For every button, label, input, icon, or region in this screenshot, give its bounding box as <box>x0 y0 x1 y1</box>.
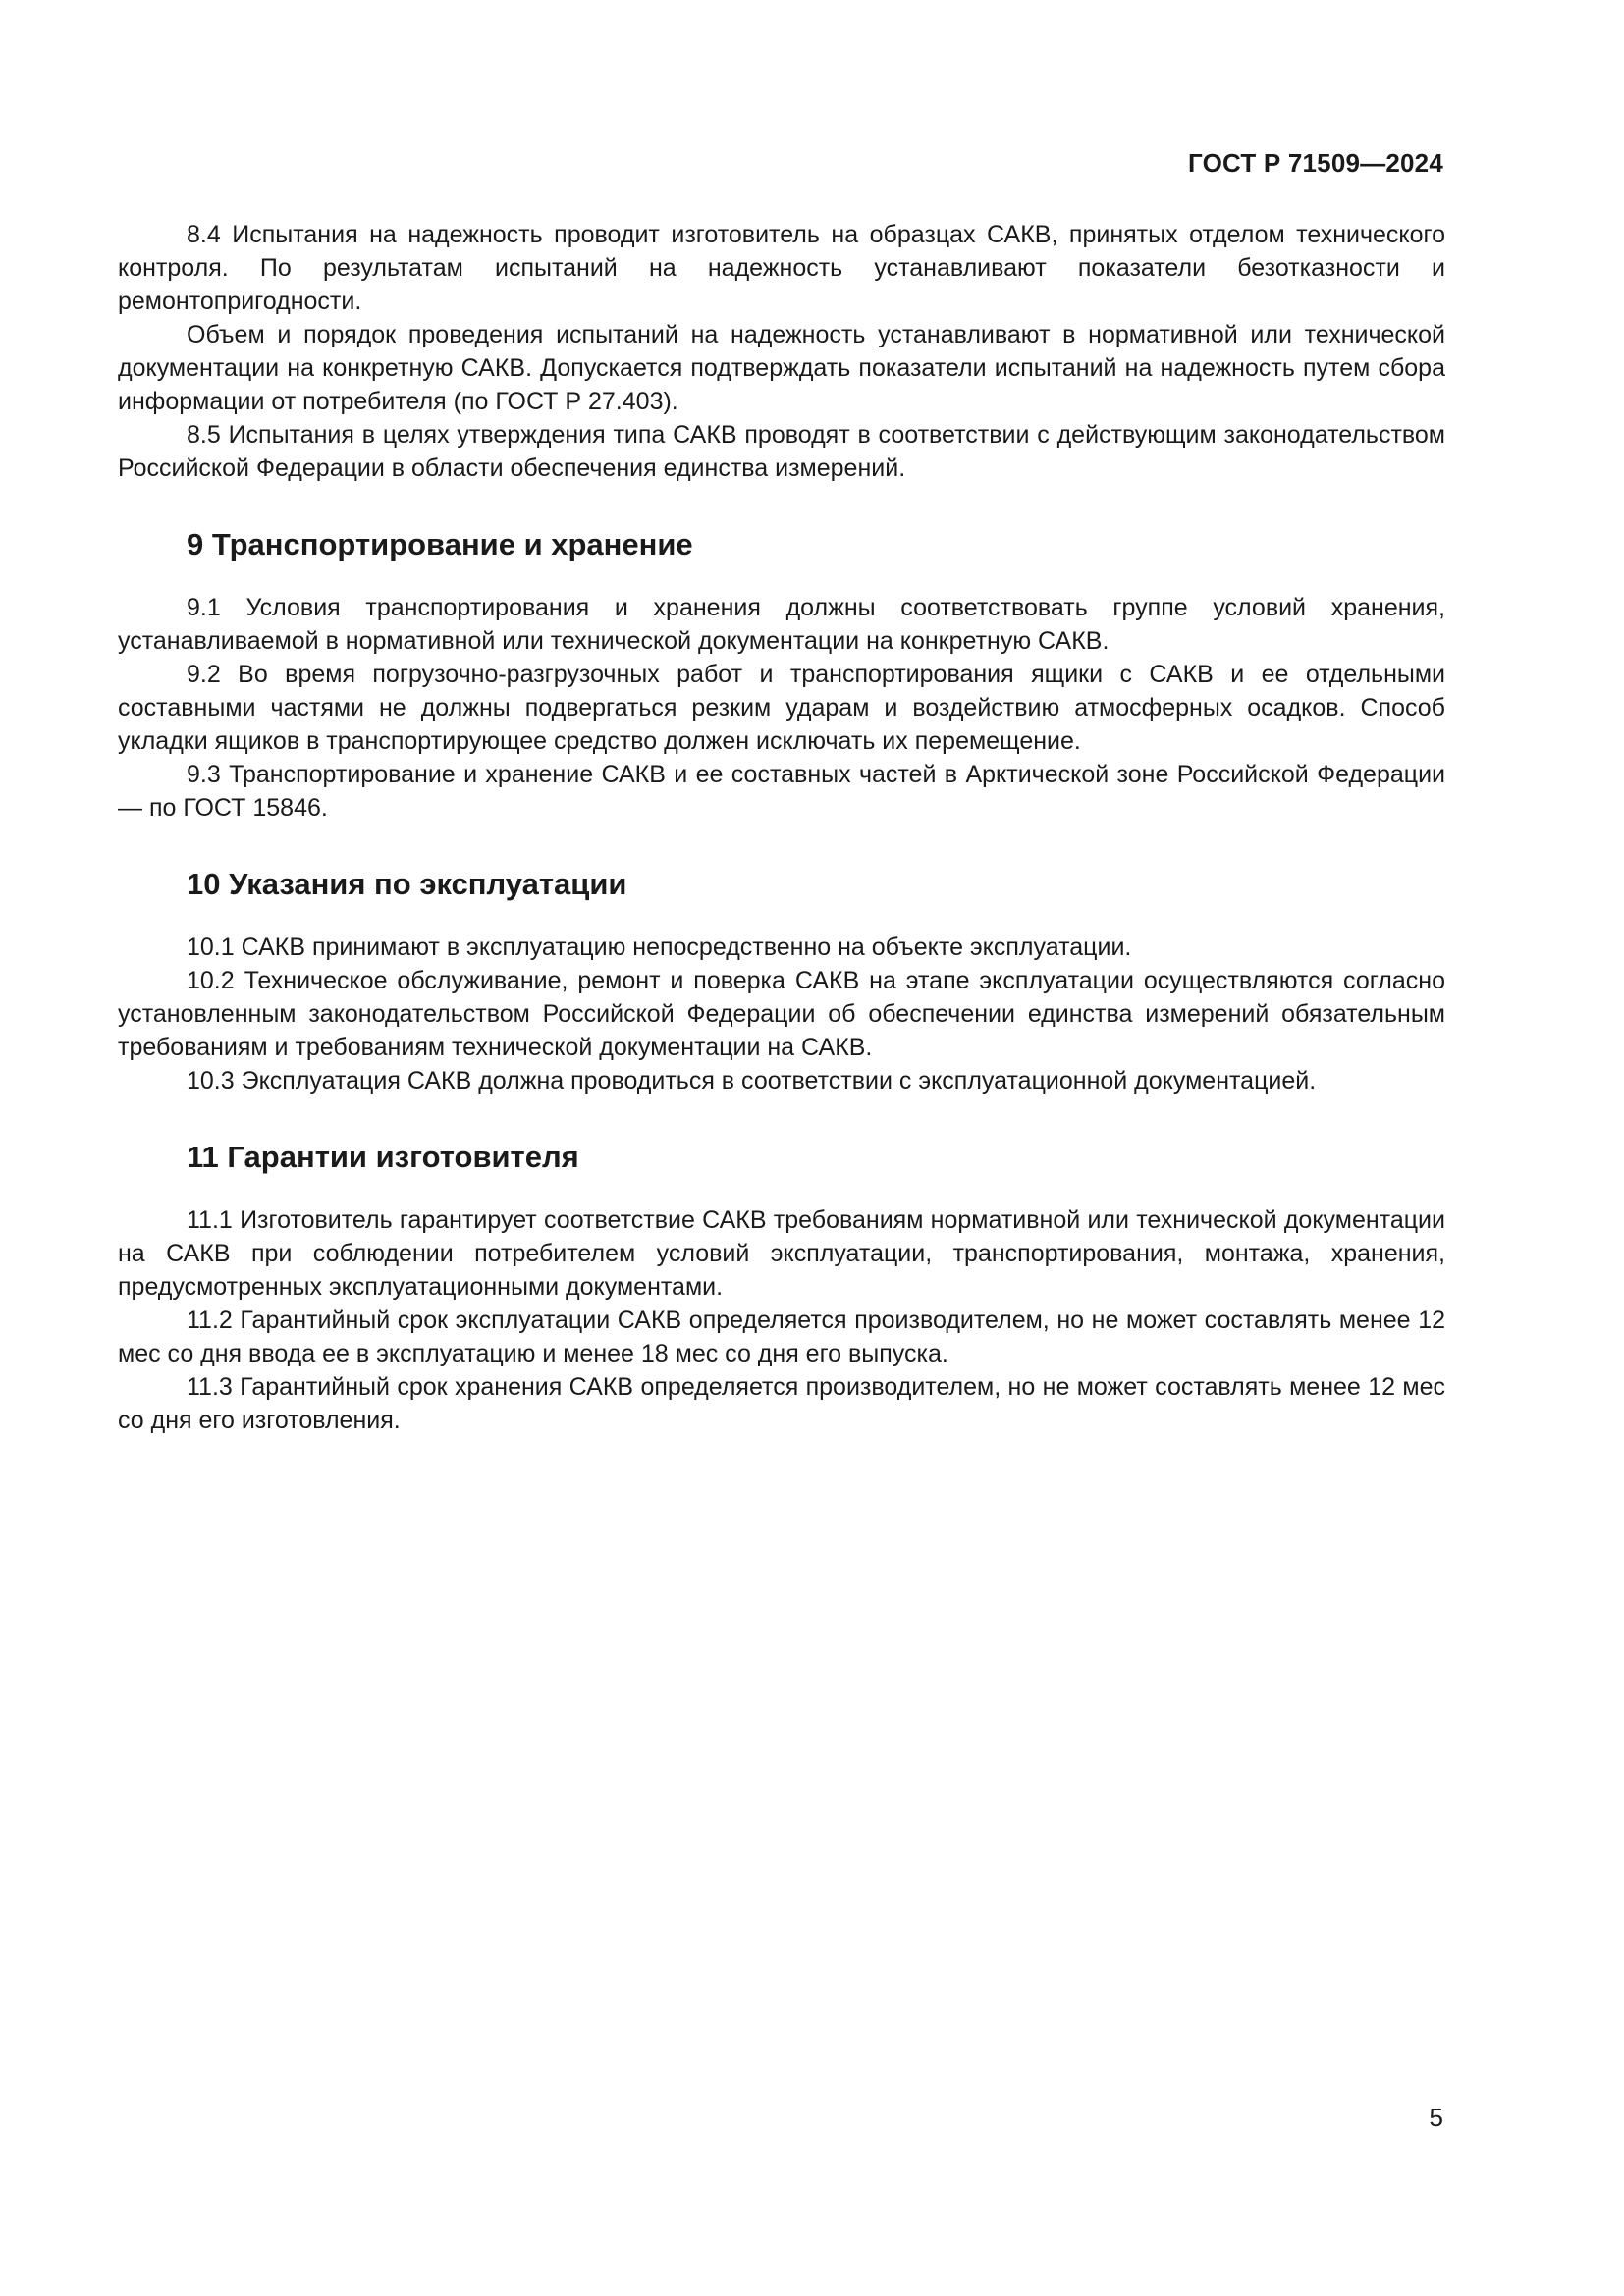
section-heading-10: 10 Указания по эксплуатации <box>187 867 627 901</box>
page-number: 5 <box>1429 2103 1443 2132</box>
document-body <box>118 218 1445 1437</box>
paragraph-9-2: 9.2 Во время погрузочно-разгрузочных работ и транспортирования ящики с САКВ и ее отдельными составными частями не должны подвергаться резким ударам и воздействию атмосферных осадков. Способ укладки ящиков в транспортирующее средство должен исключать их перемещение. <box>118 661 1445 755</box>
paragraph-11-3: 11.3 Гарантийный срок хранения САКВ определяется производителем, но не может составлять менее 12 мес со дня его изготовления. <box>118 1373 1445 1434</box>
paragraph-10-3: 10.3 Эксплуатация САКВ должна проводиться в соответствии с эксплуатационной документацией. <box>187 1067 1317 1095</box>
paragraph-10-2: 10.2 Техническое обслуживание, ремонт и поверка САКВ на этапе эксплуатации осуществляются согласно установленным законодательством Российской Федерации об обеспечении единства измерений обязательным требованиям и требованиям технической документации на САКВ. <box>118 967 1445 1061</box>
paragraph-9-3: 9.3 Транспортирование и хранение САКВ и ее составных частей в Арктической зоне Российской Федерации — по ГОСТ 15846. <box>118 761 1445 822</box>
section-heading-11: 11 Гарантии изготовителя <box>187 1140 579 1174</box>
paragraph-8-4: 8.4 Испытания на надежность проводит изготовитель на образцах САКВ, принятых отделом технического контроля. По результатам испытаний на надежность устанавливают показатели безотказности и ремонтопригодности. <box>118 221 1445 315</box>
paragraph-9-1: 9.1 Условия транспортирования и хранения должны соответствовать группе условий хранения, устанавливаемой в нормативной или технической документации на конкретную САКВ. <box>118 594 1445 655</box>
document-code: ГОСТ Р 71509—2024 <box>1188 148 1443 178</box>
paragraph-10-1: 10.1 САКВ принимают в эксплуатацию непосредственно на объекте эксплуатации. <box>187 934 1132 961</box>
paragraph-8-5: 8.5 Испытания в целях утверждения типа САКВ проводят в соответствии с действующим законодательством Российской Федерации в области обеспечения единства измерений. <box>118 421 1445 482</box>
section-heading-9: 9 Транспортирование и хранение <box>187 527 693 561</box>
paragraph-11-1: 11.1 Изготовитель гарантирует соответствие САКВ требованиям нормативной или технической документации на САКВ при соблюдении потребителем условий эксплуатации, транспортирования, монтажа, хранения, предусмотренных эксплуатационными документами. <box>118 1206 1445 1301</box>
paragraph-8-4-cont: Объем и порядок проведения испытаний на надежность устанавливают в нормативной или технической документации на конкретную САКВ. Допускается подтверждать показатели испытаний на надежность путем сбора информации от потребителя (по ГОСТ Р 27.403). <box>118 321 1445 415</box>
paragraph-11-2: 11.2 Гарантийный срок эксплуатации САКВ определяется производителем, но не может составлять менее 12 мес со дня ввода ее в эксплуатацию и менее 18 мес со дня его выпуска. <box>118 1307 1445 1367</box>
